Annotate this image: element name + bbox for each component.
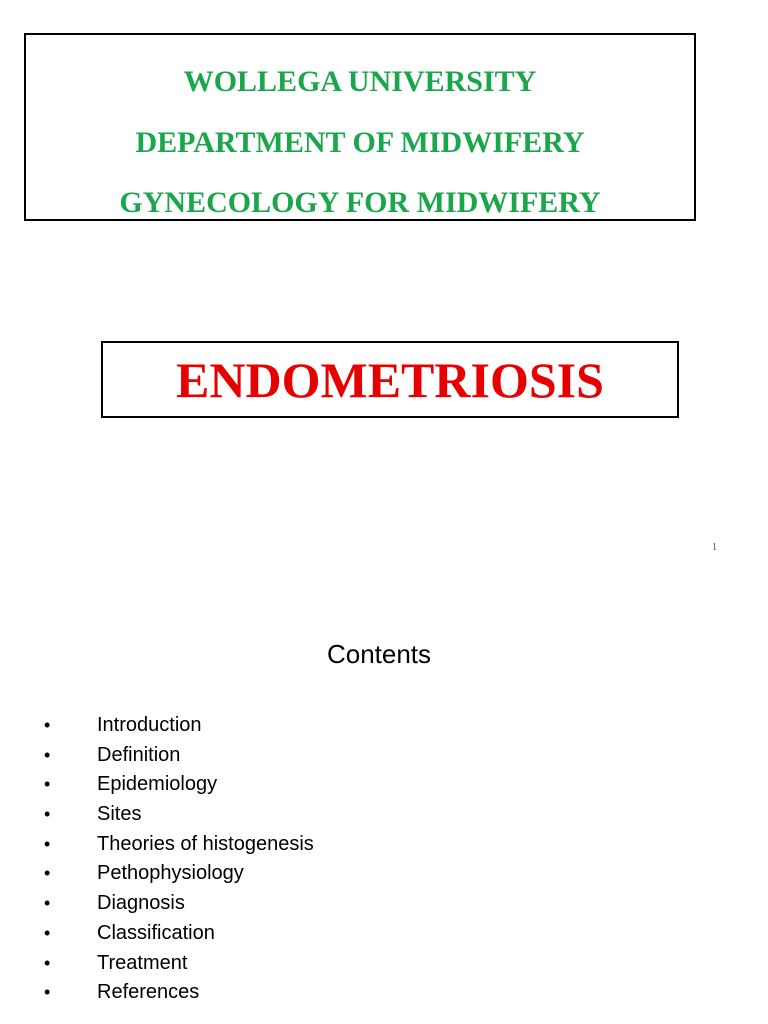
bullet-icon: • (44, 774, 51, 795)
bullet-icon: • (44, 804, 51, 825)
list-item-label: Diagnosis (97, 892, 185, 915)
bullet-icon: • (44, 744, 51, 765)
university-name: WOLLEGA UNIVERSITY (183, 65, 537, 98)
contents-heading: Contents (326, 639, 432, 669)
bullet-icon: • (44, 833, 51, 854)
page-number: 1 (712, 542, 717, 553)
bullet-icon: • (44, 952, 51, 973)
department-name: DEPARTMENT OF MIDWIFERY (135, 126, 585, 159)
bullet-icon: • (44, 893, 51, 914)
bullet-icon: • (44, 982, 51, 1003)
list-item-label: Theories of histogenesis (97, 832, 314, 855)
list-item-label: Pethophysiology (97, 862, 244, 885)
page-title: ENDOMETRIOSIS (176, 352, 604, 408)
list-item-label: Treatment (97, 951, 188, 974)
list-item-label: References (97, 981, 200, 1004)
institution-header-box (24, 33, 696, 221)
bullet-icon: • (44, 715, 51, 735)
bullet-icon: • (44, 922, 51, 943)
list-item-label: Definition (97, 743, 181, 766)
bullet-icon: • (44, 863, 51, 884)
title-box (101, 341, 679, 418)
course-name: GYNECOLOGY FOR MIDWIFERY (119, 186, 601, 219)
list-item-label: Introduction (97, 714, 202, 736)
list-item-label: Classification (97, 921, 215, 944)
list-item-label: Epidemiology (97, 773, 218, 796)
list-item-label: Sites (97, 803, 142, 826)
